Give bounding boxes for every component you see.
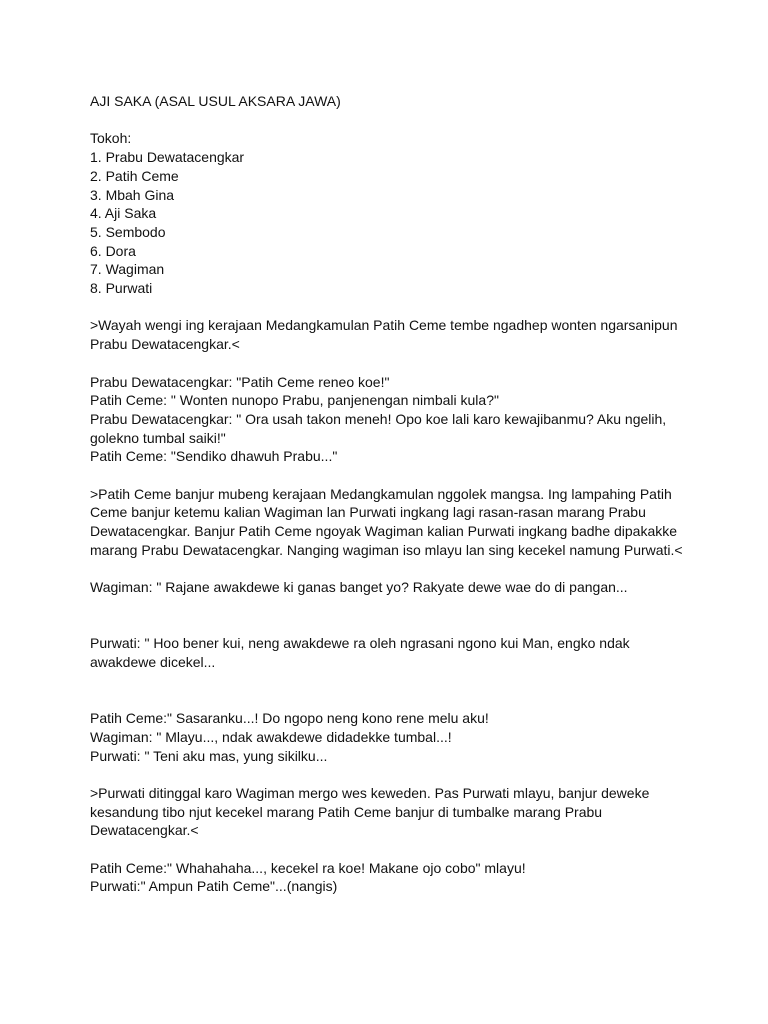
tokoh-item: 6. Dora bbox=[90, 242, 136, 259]
narration-line: Dewatacengkar. Banjur Patih Ceme ngoyak Wagiman kalian Purwati ingkang badhe dipakakke bbox=[90, 523, 678, 540]
tokoh-item: 7. Wagiman bbox=[90, 261, 165, 278]
tokoh-item: 8. Purwati bbox=[90, 280, 153, 297]
tokoh-item: 5. Sembodo bbox=[90, 223, 166, 240]
spacer bbox=[90, 298, 690, 317]
dialog-line: Purwati:" Ampun Patih Ceme"...(nangis) bbox=[90, 878, 338, 895]
dialog-line: Patih Ceme:" Whahahaha..., kecekel ra koe! Makane ojo cobo" mlayu! bbox=[90, 859, 526, 876]
tokoh-item: 1. Prabu Dewatacengkar bbox=[90, 149, 245, 166]
spacer bbox=[90, 111, 690, 130]
dialog-line: golekno tumbal saiki!" bbox=[90, 429, 226, 446]
dialog-line: Purwati: " Teni aku mas, yung sikilku... bbox=[90, 747, 328, 764]
narration-line: >Patih Ceme banjur mubeng kerajaan Medangkamulan nggolek mangsa. Ing lampahing Patih bbox=[90, 485, 672, 502]
spacer bbox=[90, 840, 690, 859]
spacer bbox=[90, 597, 690, 634]
dialog-line: Patih Ceme: " Wonten nunopo Prabu, panjenengan nimbali kula?" bbox=[90, 392, 499, 409]
document-title: AJI SAKA (ASAL USUL AKSARA JAWA) bbox=[90, 93, 341, 109]
dialog-line: Wagiman: " Rajane awakdewe ki ganas banget yo? Rakyate dewe wae do di pangan... bbox=[90, 579, 628, 596]
narration-line: Dewatacengkar.< bbox=[90, 822, 199, 839]
spacer bbox=[90, 466, 690, 485]
narration-line: marang Prabu Dewatacengkar. Nanging wagiman iso mlayu lan sing kecekel namung Purwati.< bbox=[90, 541, 683, 558]
dialog-line: Purwati: " Hoo bener kui, neng awakdewe ra oleh ngrasani ngono kui Man, engko ndak bbox=[90, 635, 630, 652]
spacer bbox=[90, 354, 690, 373]
dialog-line: awakdewe dicekel... bbox=[90, 654, 216, 670]
dialog-line: Prabu Dewatacengkar: " Ora usah takon meneh! Opo koe lali karo kewajibanmu? Aku ngelih, bbox=[90, 410, 667, 427]
dialog-line: Wagiman: " Mlayu..., ndak awakdewe didadekke tumbal...! bbox=[90, 728, 452, 745]
spacer bbox=[90, 672, 690, 709]
narration-line: kesandung tibo njut kecekel marang Patih Ceme banjur di tumbalke marang Prabu bbox=[90, 803, 603, 820]
narration-line: >Purwati ditinggal karo Wagiman mergo wes keweden. Pas Purwati mlayu, banjur deweke bbox=[90, 784, 650, 801]
narration-line: Ceme banjur ketemu kalian Wagiman lan Purwati ingkang lagi rasan-rasan marang Prabu bbox=[90, 504, 646, 521]
narration-line: Prabu Dewatacengkar.< bbox=[90, 336, 240, 353]
tokoh-item: 3. Mbah Gina bbox=[90, 186, 175, 203]
spacer bbox=[90, 765, 690, 784]
narration-line: >Wayah wengi ing kerajaan Medangkamulan Patih Ceme tembe ngadhep wonten ngarsanipun bbox=[90, 317, 678, 334]
dialog-line: Prabu Dewatacengkar: "Patih Ceme reneo koe!" bbox=[90, 373, 390, 390]
tokoh-item: 2. Patih Ceme bbox=[90, 167, 179, 184]
dialog-line: Patih Ceme:" Sasaranku...! Do ngopo neng kono rene melu aku! bbox=[90, 710, 489, 727]
dialog-line: Patih Ceme: "Sendiko dhawuh Prabu..." bbox=[90, 448, 338, 465]
tokoh-item: 4. Aji Saka bbox=[90, 205, 157, 222]
document-page bbox=[90, 92, 690, 896]
spacer bbox=[90, 560, 690, 579]
tokoh-heading: Tokoh: bbox=[90, 130, 132, 147]
